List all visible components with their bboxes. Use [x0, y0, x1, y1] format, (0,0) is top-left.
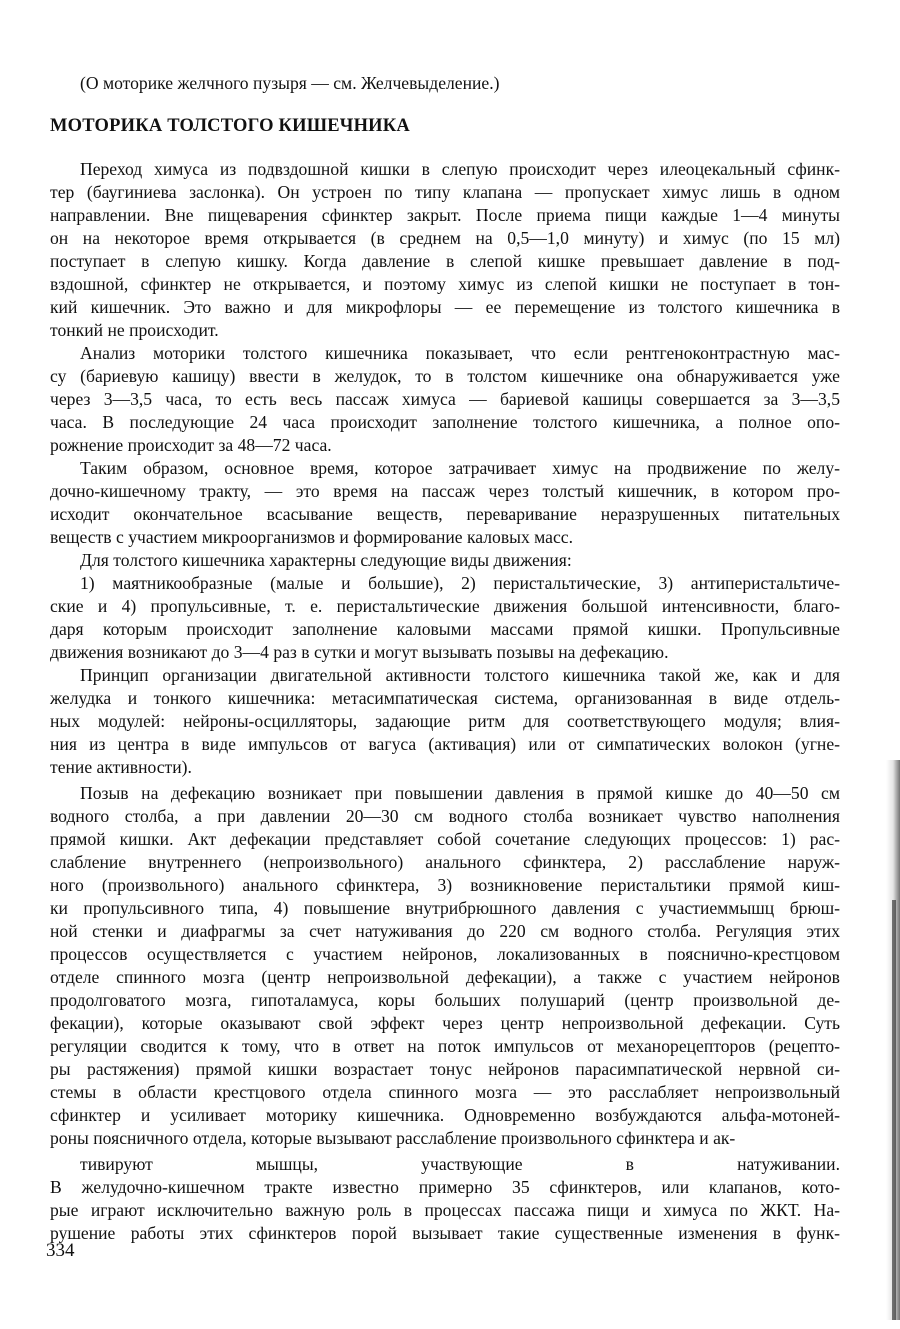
text-line: дочно-кишечному тракту, — это время на пассаж через толстый кишечник, в котором про-: [50, 481, 840, 501]
text-line: Анализ моторики толстого кишечника показывает, что если рентгеноконтрастную мас-: [80, 343, 840, 363]
text-line: отделе спинного мозга (центр непроизвольной дефекации), а также с участием нейронов: [50, 967, 840, 987]
text-line: ного (произвольного) анального сфинктера, 3) возникновение перистальтики прямой киш-: [50, 875, 840, 895]
text-line: кий кишечник. Это важно и для микрофлоры — ее перемещение из толстого кишечника в: [50, 297, 840, 317]
text-line: вздошной, сфинктер не открывается, и поэтому химус из слепой кишки не поступает в тон-: [50, 274, 840, 294]
text-line: ры растяжения) прямой кишки возрастает тонус нейронов парасимпатической нервной си-: [50, 1059, 840, 1079]
text-line: рушение работы этих сфинктеров порой вызывает такие существенные изменения в функ-: [50, 1223, 840, 1243]
text-line: су (бариевую кашицу) ввести в желудок, то в толстом кишечнике она обнаруживается уже: [50, 366, 840, 386]
text-line: регуляции сводится к тому, что в ответ на поток импульсов от механорецепторов (рецепто-: [50, 1036, 840, 1056]
text-line: даря которым происходит заполнение каловыми массами прямой кишки. Пропульсивные: [50, 619, 840, 639]
text-line: часа. В последующие 24 часа происходит заполнение толстого кишечника, а полное опо-: [50, 412, 840, 432]
text-line: процессов осуществляется с участием нейронов, локализованных в пояснично-крестцовом: [50, 944, 840, 964]
text-line: фекации), которые оказывают свой эффект через центр непроизвольной дефекации. Суть: [50, 1013, 840, 1033]
text-line: рые играют исключительно важную роль в процессах пассажа пищи и химуса по ЖКТ. На-: [50, 1200, 840, 1220]
section-heading: МОТОРИКА ТОЛСТОГО КИШЕЧНИКА: [50, 116, 410, 136]
text-line: тение активности).: [50, 757, 192, 777]
text-line: через 3—3,5 часа, то есть весь пассаж химуса — бариевой кашицы совершается за 3—3,5: [50, 389, 840, 409]
text-line: ных модулей: нейроны-осцилляторы, задающие ритм для соответствующего модуля; влия-: [50, 711, 840, 731]
intro-note: (О моторике желчного пузыря — см. Желчевыделение.): [80, 73, 500, 93]
text-line: Для толстого кишечника характерны следующие виды движения:: [80, 550, 572, 570]
text-line: ки пропульсивного типа, 4) повышение внутрибрюшного давления с участиеммышц брюш-: [50, 898, 840, 918]
text-line: он на некоторое время открывается (в среднем на 0,5—1,0 минуту) и химус (по 15 мл): [50, 228, 840, 248]
text-line: ские и 4) пропульсивные, т. е. перистальтические движения большой интенсивности, благо-: [50, 596, 840, 616]
text-line: сфинктер и усиливает моторику кишечника. Одновременно возбуждаются альфа-мотоней-: [50, 1105, 840, 1125]
text-line: Позыв на дефекацию возникает при повышении давления в прямой кишке до 40—50 см: [80, 783, 840, 803]
text-line: 1) маятникообразные (малые и большие), 2) перистальтические, 3) антиперистальтиче-: [80, 573, 840, 593]
text-line: прямой кишки. Акт дефекации представляет собой сочетание следующих процессов: 1) рас-: [50, 829, 840, 849]
text-line: Таким образом, основное время, которое затрачивает химус на продвижение по желу-: [80, 458, 840, 478]
text-line: желудка и тонкого кишечника: метасимпатическая система, организованная в виде отдель-: [50, 688, 840, 708]
text-line: Принцип организации двигательной активности толстого кишечника такой же, как и для: [80, 665, 840, 685]
text-line: направлении. Вне пищеварения сфинктер закрыт. После приема пищи каждые 1—4 минуты: [50, 205, 840, 225]
text-line: водного столба, а при давлении 20—30 см водного столба возникает чувство наполнения: [50, 806, 840, 826]
text-line: движения возникают до 3—4 раз в сутки и могут вызывать позывы на дефекацию.: [50, 642, 669, 662]
text-line: ной стенки и диафрагмы за счет натуживания до 220 см водного столба. Регуляция этих: [50, 921, 840, 941]
text-line: рожнение происходит за 48—72 часа.: [50, 435, 332, 455]
text-line: продолговатого мозга, гипоталамуса, коры больших полушарий (центр произвольной де-: [50, 990, 840, 1010]
text-line: роны поясничного отдела, которые вызывают расслабление произвольного сфинктера и ак-: [50, 1128, 736, 1148]
scan-edge-line: [892, 900, 896, 1320]
text-line: стемы в области крестцового отдела спинного мозга — это расслабляет непроизвольный: [50, 1082, 840, 1102]
text-line: веществ с участием микроорганизмов и формирование каловых масс.: [50, 527, 573, 547]
text-line: тонкий не происходит.: [50, 320, 219, 340]
text-line: слабление внутреннего (непроизвольного) анального сфинктера, 2) расслабление наруж-: [50, 852, 840, 872]
page-number: 334: [46, 1240, 75, 1261]
text-line: В желудочно-кишечном тракте известно примерно 35 сфинктеров, или клапанов, кото-: [50, 1177, 840, 1197]
text-line: ния из центра в виде импульсов от вагуса (активация) или от симпатических волокон (угне-: [50, 734, 840, 754]
text-line: исходит окончательное всасывание веществ, переваривание неразрушенных питательных: [50, 504, 840, 524]
text-line: тивируют мышцы, участвующие в натуживании.: [80, 1154, 840, 1174]
text-line: Переход химуса из подвздошной кишки в слепую происходит через илеоцекальный сфинк-: [80, 159, 840, 179]
text-line: тер (баугиниева заслонка). Он устроен по типу клапана — пропускает химус лишь в одном: [50, 182, 840, 202]
text-line: поступает в слепую кишку. Когда давление в слепой кишке превышает давление в под-: [50, 251, 840, 271]
